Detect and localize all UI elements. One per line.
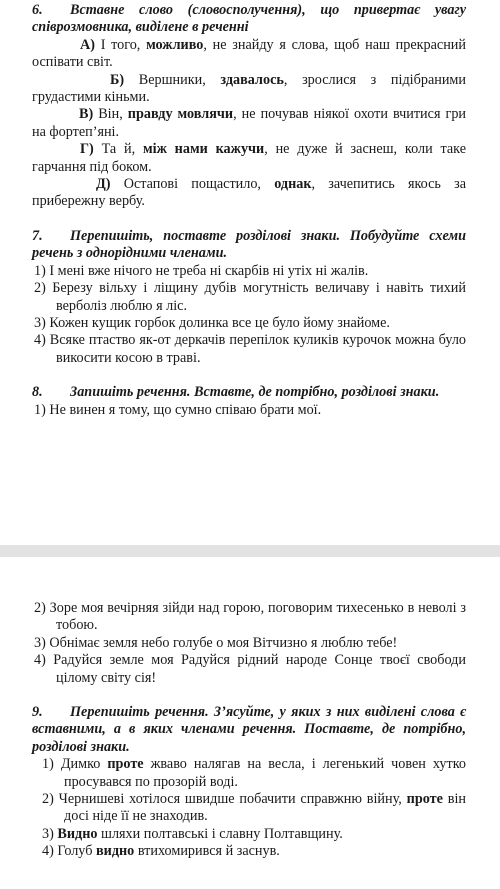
- question-6-number: 6.: [32, 2, 43, 18]
- q7-item-3: 3) Кожен кущик горбок долинка все це було йому знайоме.: [34, 314, 390, 331]
- q6-option-a: А) І того, можливо, не знайду я слова, щоб наш прекрасний оспівати світ.: [32, 36, 466, 71]
- page-bottom: [0, 600, 500, 861]
- q8-item-4: 4) Радуйся земле моя Радуйся рідний народе Сонце твоєї свободи цілому світу сія!: [34, 652, 466, 686]
- question-9-number: 9.: [32, 704, 43, 721]
- question-7-heading: [32, 228, 466, 263]
- q8-item-1: 1) Не винен я тому, що сумно співаю брати мої.: [34, 401, 322, 418]
- q9-item-4: 4) Голуб видно втихомирився й заснув.: [42, 843, 280, 860]
- question-7-title: Перепишіть, поставте розділові знаки. Побудуйте схеми речень з однорідними членами.: [32, 227, 466, 262]
- q6-option-v: В) Він, правду мовлячи, не почував ніякої охоти вчитися гри на фортеп’яні.: [32, 106, 467, 140]
- q6-option-g: Г) Та й, між нами кажучи, не дуже й заснеш, коли таке гарчання під боком.: [32, 141, 466, 175]
- question-8-number: 8.: [32, 384, 43, 401]
- question-8-title: Запишіть речення. Вставте, де потрібно, розділові знаки.: [70, 384, 440, 401]
- q7-item-4: 4) Всяке птаство як-от деркачів перепілок куликів курочок можна було викосити косою в траві.: [34, 332, 466, 366]
- question-7-number: 7.: [32, 227, 43, 244]
- question-9-title: Перепишіть речення. З’ясуйте, у яких з них виділені слова є вставними, а в яких членами речення. Поставте, де потрібно, розділові знаки.: [32, 704, 466, 755]
- page-divider: [0, 545, 500, 557]
- question-9-heading: [32, 704, 466, 756]
- question-8-heading: [32, 384, 466, 401]
- q6-option-b: Б) Вершники, здавалось, зрослися з підібраними грудастими кіньми.: [32, 71, 466, 106]
- q9-item-2: 2) Чернишеві хотілося швидше побачити справжню війну, проте він досі ніде її не знаходив.: [42, 791, 466, 825]
- q9-item-1: 1) Димко проте жваво налягав на весла, і легенький човен хутко просувався по прозорій воді.: [42, 756, 466, 790]
- question-6-heading: [32, 2, 466, 37]
- q8-item-2: 2) Зоре моя вечірняя зійди над горою, поговорим тихесенько в неволі з тобою.: [34, 600, 466, 634]
- q7-item-1: 1) І мені вже нічого не треба ні скарбів ні утіх ні жалів.: [34, 262, 369, 279]
- question-6-title: Вставне слово (словосполучення), що привертає увагу співрозмовника, виділене в реченні: [32, 2, 466, 36]
- q6-option-d: Д) Остапові пощастило, однак, зачепитись якось за прибережну вербу.: [32, 176, 467, 210]
- q7-item-2: 2) Березу вільху і ліщину дубів могутність величаву і навіть тихий верболіз люблю я ліс.: [34, 280, 466, 314]
- q9-item-3: 3) Видно шляхи полтавські і славну Полтавщину.: [42, 825, 343, 842]
- q8-item-3: 3) Обнімає земля небо голубе о моя Вітчизно я люблю тебе!: [34, 634, 398, 651]
- page-top: [0, 2, 500, 419]
